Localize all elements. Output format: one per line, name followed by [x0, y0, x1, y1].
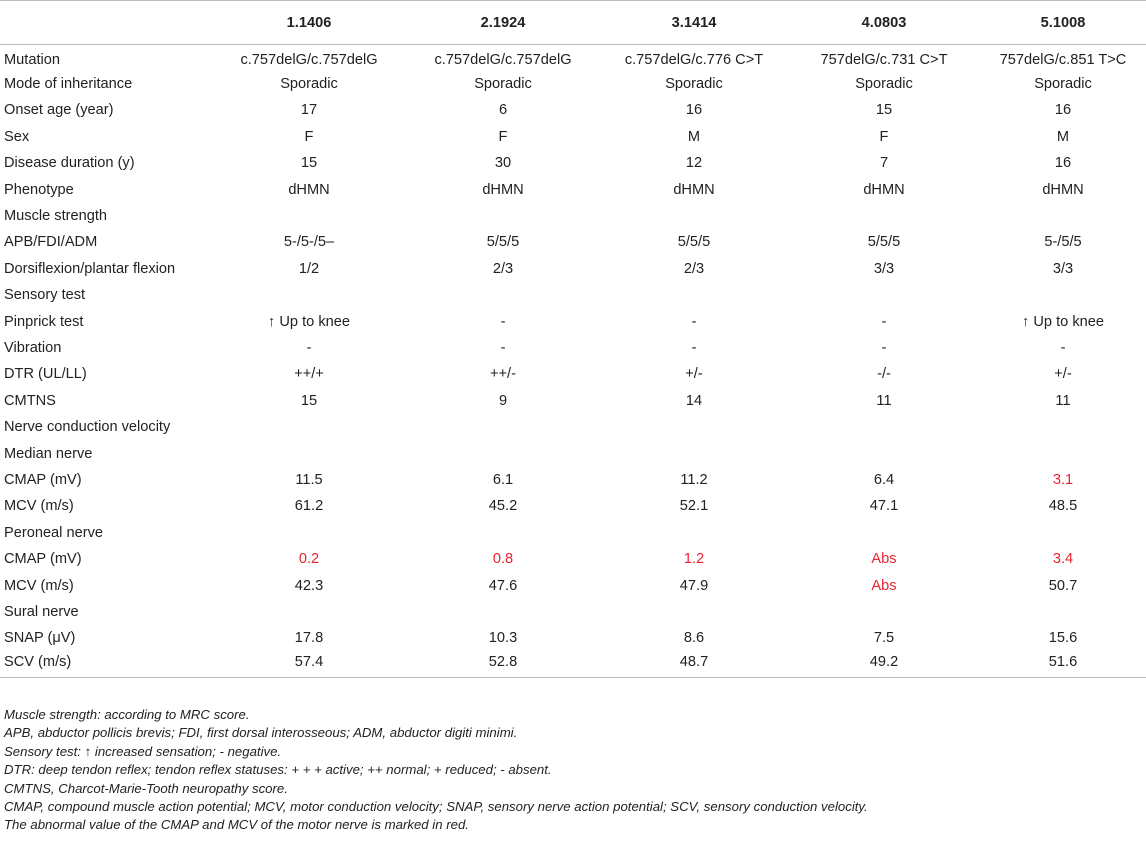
row-label: Disease duration (y) — [4, 155, 135, 172]
header-row — [0, 1, 1146, 45]
table-cell: +/- — [685, 366, 703, 383]
header-cell-patient-4: 4.0803 — [788, 1, 980, 45]
table-cell: 9 — [498, 392, 508, 409]
table-row — [0, 335, 1146, 361]
table-cell: 12 — [685, 155, 703, 172]
table-row — [0, 467, 1146, 493]
table-cell: 3.4 — [1052, 551, 1074, 568]
table-cell — [406, 440, 600, 466]
table-cell: 17 — [300, 102, 318, 119]
table-cell — [600, 599, 788, 625]
row-label: Onset age (year) — [4, 102, 114, 119]
table-row — [0, 176, 1146, 202]
table-cell: 45.2 — [488, 498, 518, 515]
table-cell: M — [1056, 128, 1070, 145]
footnote-line: APB, abductor pollicis brevis; FDI, first dorsal interosseous; ADM, abductor digiti minimi. — [4, 725, 518, 741]
table-cell: 6 — [498, 102, 508, 119]
footnote-line: CMAP, compound muscle action potential; MCV, motor conduction velocity; SNAP, sensory nerve action potential; SCV, sensory conduction velocity. — [4, 799, 868, 815]
table-cell: 15.6 — [1048, 630, 1078, 647]
table-cell — [980, 520, 1146, 546]
table-cell — [980, 440, 1146, 466]
table-cell: 11.5 — [295, 471, 323, 488]
table-cell — [980, 414, 1146, 440]
table-cell: F — [498, 128, 508, 145]
table-row — [0, 282, 1146, 308]
table-cell: - — [306, 339, 312, 356]
table-cell — [212, 203, 406, 229]
table-cell: 757delG/c.851 T>C — [999, 51, 1127, 68]
row-label: Mutation — [4, 51, 60, 68]
table-cell — [788, 282, 980, 308]
table-cell: 47.1 — [869, 498, 899, 515]
table-cell: 6.1 — [492, 471, 514, 488]
table-cell: 15 — [300, 392, 318, 409]
table-cell — [980, 282, 1146, 308]
row-label: Mode of inheritance — [4, 76, 133, 93]
row-label: Median nerve — [4, 445, 93, 462]
table-cell: Abs — [871, 577, 897, 594]
table-row — [0, 361, 1146, 387]
table-cell: 16 — [1054, 102, 1072, 119]
table-cell: 11 — [876, 392, 892, 409]
row-label: APB/FDI/ADM — [4, 234, 98, 251]
table-cell: 15 — [300, 155, 318, 172]
table-cell — [406, 414, 600, 440]
table-cell — [980, 203, 1146, 229]
table-cell: 48.7 — [600, 651, 788, 677]
table-row — [0, 599, 1146, 625]
table-cell: 7.5 — [873, 630, 895, 647]
table-cell — [788, 520, 980, 546]
table-cell — [406, 203, 600, 229]
table-cell: 1/2 — [298, 260, 320, 277]
table-row — [0, 150, 1146, 176]
table-cell: - — [1060, 339, 1066, 356]
row-label: MCV (m/s) — [4, 498, 74, 515]
table-row — [0, 308, 1146, 334]
table-cell: ++/+ — [294, 366, 324, 383]
table-cell: 14 — [685, 392, 703, 409]
row-label: SCV (m/s) — [0, 651, 212, 677]
table-cell: 52.8 — [406, 651, 600, 677]
table-cell: 10.3 — [488, 630, 518, 647]
table-cell: ↑ Up to knee — [268, 313, 350, 330]
table-cell: c.757delG/c.776 C>T — [624, 51, 764, 68]
table-cell: 5/5/5 — [677, 234, 711, 251]
footnote-line: DTR: deep tendon reflex; tendon reflex statuses: + + + active; ++ normal; + reduced; - absent. — [4, 762, 552, 778]
table-cell: Sporadic — [1034, 76, 1092, 93]
table-cell: 1.2 — [683, 551, 705, 568]
table-row — [0, 229, 1146, 255]
row-label: MCV (m/s) — [4, 577, 74, 594]
row-label: Sensory test — [4, 287, 86, 304]
table-cell: 3/3 — [873, 260, 895, 277]
table-cell: dHMN — [1042, 181, 1084, 198]
table-row — [0, 388, 1146, 414]
table-cell: Sporadic — [665, 76, 723, 93]
table-cell — [600, 414, 788, 440]
header-cell-patient-3: 3.1414 — [600, 1, 788, 45]
table-cell: 11 — [1055, 392, 1071, 409]
table-cell: 47.9 — [679, 577, 709, 594]
table-cell: dHMN — [288, 181, 330, 198]
table-cell: Abs — [871, 551, 897, 568]
row-label: CMAP (mV) — [4, 471, 82, 488]
table-cell: 7 — [879, 155, 889, 172]
table-cell — [788, 203, 980, 229]
row-label: Nerve conduction velocity — [4, 419, 171, 436]
table-cell: Sporadic — [280, 76, 338, 93]
header-cell-label — [0, 1, 212, 45]
table-cell: 16 — [685, 102, 703, 119]
footnote-line: The abnormal value of the CMAP and MCV of the motor nerve is marked in red. — [4, 817, 469, 833]
table-cell: 30 — [494, 155, 512, 172]
table-cell: -/- — [877, 366, 891, 383]
table-cell: F — [304, 128, 314, 145]
table-cell — [788, 599, 980, 625]
row-label: Phenotype — [4, 181, 74, 198]
table-cell: M — [687, 128, 701, 145]
row-label: Muscle strength — [4, 208, 108, 225]
row-label: Pinprick test — [4, 313, 84, 330]
row-label: SNAP (μV) — [4, 630, 76, 647]
table-cell: - — [881, 339, 887, 356]
table-cell — [212, 520, 406, 546]
table-cell: - — [500, 339, 506, 356]
row-label: Sural nerve — [4, 603, 79, 620]
row-label: CMTNS — [4, 392, 56, 409]
row-label: DTR (UL/LL) — [4, 366, 87, 383]
table-cell: 52.1 — [679, 498, 709, 515]
table-cell: 47.6 — [488, 577, 518, 594]
table-cell: 11.2 — [680, 471, 708, 488]
table-row — [0, 546, 1146, 572]
table-cell: 61.2 — [294, 498, 324, 515]
table-cell: 5/5/5 — [867, 234, 901, 251]
table-cell: dHMN — [482, 181, 524, 198]
table-cell: 48.5 — [1048, 498, 1078, 515]
table-cell — [406, 520, 600, 546]
table-cell: +/- — [1054, 366, 1072, 383]
table-cell: Sporadic — [855, 76, 913, 93]
table-cell: - — [691, 339, 697, 356]
table-cell — [212, 440, 406, 466]
footnote-line: CMTNS, Charcot-Marie-Tooth neuropathy score. — [4, 780, 288, 796]
table-row — [0, 493, 1146, 519]
table-cell: 16 — [1054, 155, 1072, 172]
table-row — [0, 71, 1146, 97]
row-label: Peroneal nerve — [4, 524, 103, 541]
table-cell: - — [881, 313, 887, 330]
table-row — [0, 651, 1146, 677]
table-cell: dHMN — [863, 181, 905, 198]
table-cell: 0.2 — [298, 551, 320, 568]
table-cell: 49.2 — [788, 651, 980, 677]
table-row — [0, 520, 1146, 546]
table-cell: 5-/5/5 — [1044, 234, 1082, 251]
table-cell: 51.6 — [980, 651, 1146, 677]
table-cell: c.757delG/c.757delG — [434, 51, 572, 68]
table-cell — [212, 599, 406, 625]
table-row — [0, 124, 1146, 150]
table-row — [0, 572, 1146, 598]
table-cell: 17.8 — [294, 630, 324, 647]
table-row — [0, 203, 1146, 229]
table-cell: 8.6 — [683, 630, 705, 647]
table-cell: 2/3 — [492, 260, 514, 277]
table-cell — [788, 440, 980, 466]
table-cell: 50.7 — [1048, 577, 1078, 594]
table-cell — [406, 599, 600, 625]
table-row — [0, 440, 1146, 466]
table-row — [0, 625, 1146, 651]
table-row — [0, 256, 1146, 282]
footnote-line: Sensory test: ↑ increased sensation; - negative. — [4, 743, 282, 759]
table-cell: 57.4 — [212, 651, 406, 677]
table-row — [0, 414, 1146, 440]
table-cell — [600, 440, 788, 466]
table-cell — [212, 282, 406, 308]
table-cell — [600, 282, 788, 308]
table-cell: 42.3 — [294, 577, 324, 594]
table-cell — [788, 414, 980, 440]
table-row — [0, 97, 1146, 123]
table-cell: c.757delG/c.757delG — [240, 51, 378, 68]
table-cell — [600, 520, 788, 546]
table-cell: 3/3 — [1052, 260, 1074, 277]
row-label: CMAP (mV) — [4, 551, 82, 568]
header-cell-patient-1: 1.1406 — [212, 1, 406, 45]
table-cell: 15 — [875, 102, 893, 119]
row-label: Dorsiflexion/plantar flexion — [4, 260, 176, 277]
header-cell-patient-5: 5.1008 — [980, 1, 1146, 45]
table-cell: 757delG/c.731 C>T — [820, 51, 948, 68]
table-cell: - — [500, 313, 506, 330]
table-cell: Sporadic — [474, 76, 532, 93]
table-cell: ++/- — [490, 366, 516, 383]
table-footnotes — [4, 706, 1140, 835]
table-row — [0, 45, 1146, 71]
table-cell — [212, 414, 406, 440]
table-cell: 0.8 — [492, 551, 514, 568]
table-cell: - — [691, 313, 697, 330]
table-cell — [600, 203, 788, 229]
table-cell: 3.1 — [1052, 471, 1074, 488]
table-cell — [406, 282, 600, 308]
table-cell: 5/5/5 — [486, 234, 520, 251]
table-cell: dHMN — [673, 181, 715, 198]
row-label: Sex — [4, 128, 30, 145]
table-cell: F — [879, 128, 889, 145]
footnote-line: Muscle strength: according to MRC score. — [4, 707, 250, 722]
table-cell: 2/3 — [683, 260, 705, 277]
header-cell-patient-2: 2.1924 — [406, 1, 600, 45]
table-cell — [980, 599, 1146, 625]
table-cell: 6.4 — [873, 471, 895, 488]
table-cell: ↑ Up to knee — [1022, 313, 1104, 330]
row-label: Vibration — [4, 339, 62, 356]
table-cell: 5-/5-/5– — [283, 234, 335, 251]
